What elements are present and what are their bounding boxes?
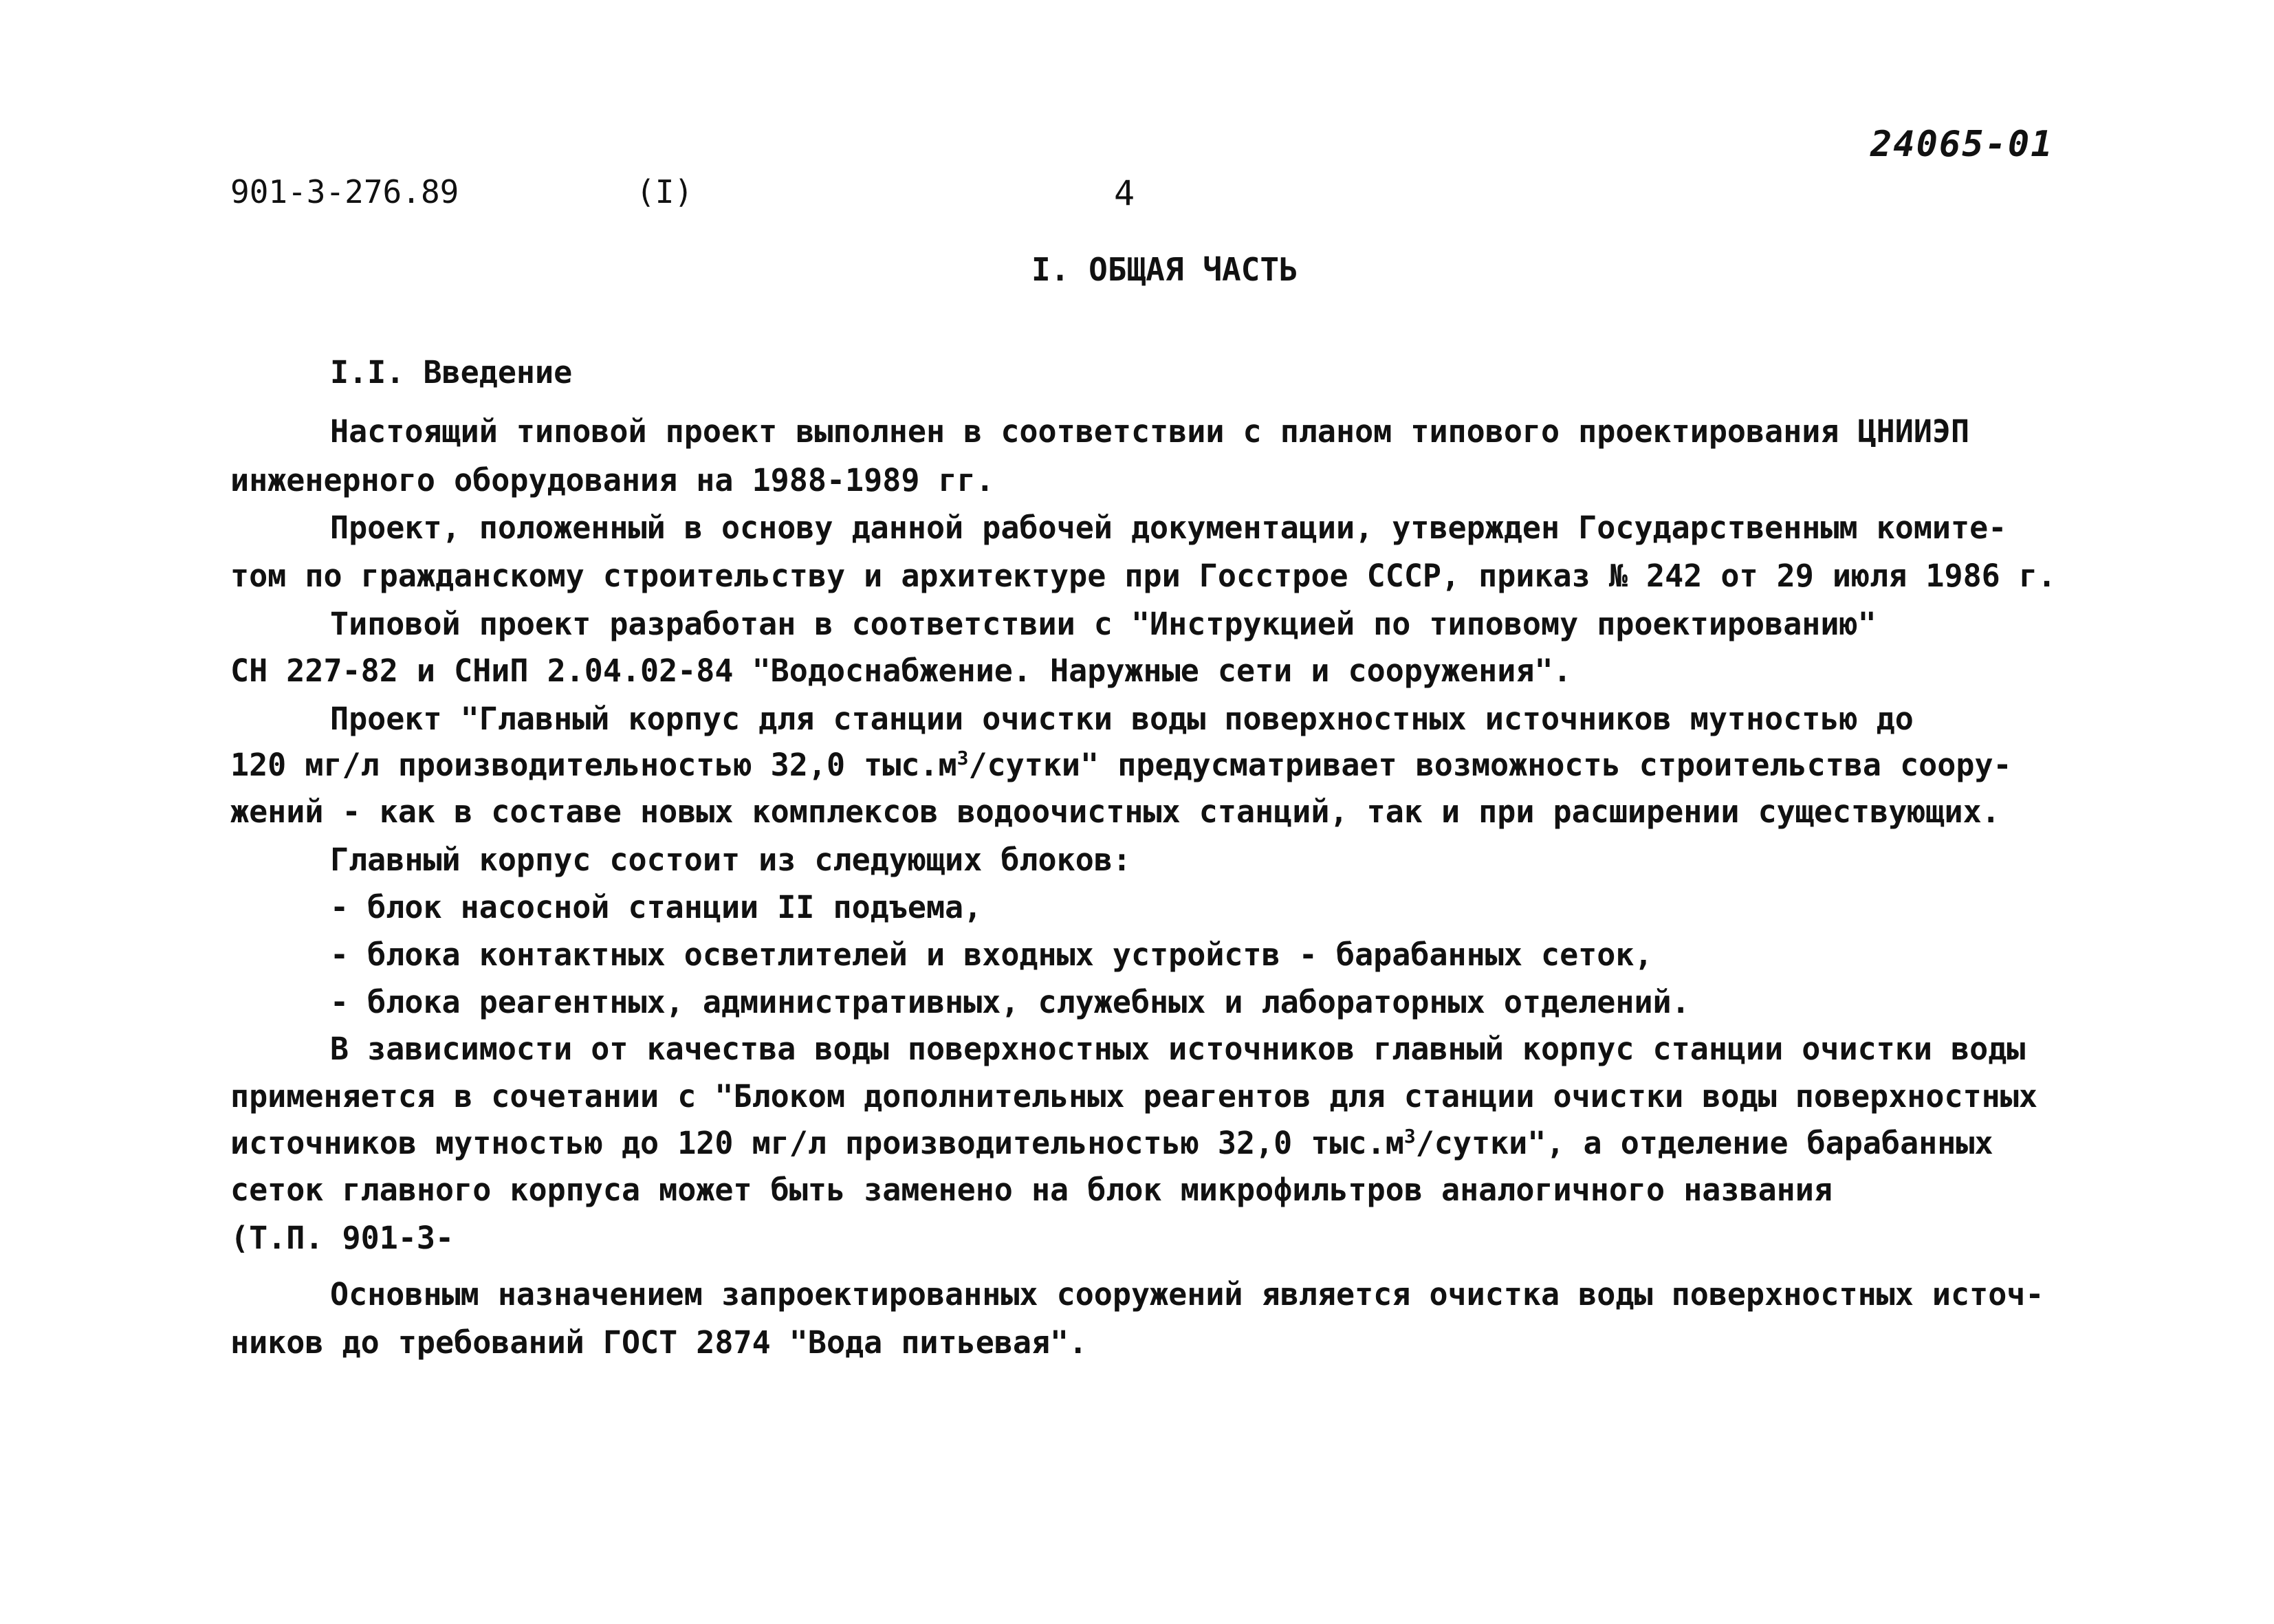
page-number: 4 <box>1114 173 1135 213</box>
text-line: сеток главного корпуса может быть заменено на блок микрофильтров аналогичного названия <box>230 1172 1833 1208</box>
text-segment: источников мутностью до 120 мг/л производительностью 32,0 тыс.м <box>230 1125 1404 1161</box>
text-segment: /сутки", а отделение барабанных <box>1415 1125 1993 1161</box>
text-line: жений - как в составе новых комплексов водоочистных станций, так и при расширении существующих. <box>230 793 2000 830</box>
text-line: Настоящий типовой проект выполнен в соответствии с планом типового проектирования ЦНИИЭП <box>330 413 1970 450</box>
text-line: В зависимости от качества воды поверхностных источников главный корпус станции очистки воды <box>330 1031 2026 1067</box>
text-line: Главный корпус состоит из следующих блоков: <box>330 842 1131 878</box>
archive-number: 24065-01 <box>1870 124 2054 165</box>
subsection-title: I.I. Введение <box>330 354 573 391</box>
text-line <box>230 747 2012 783</box>
text-line: Типовой проект разработан в соответствии с "Инструкцией по типовому проектированию" <box>330 606 1877 642</box>
text-line: СН 227-82 и СНиП 2.04.02-84 "Водоснабжение. Наружные сети и сооружения". <box>230 652 1572 689</box>
list-item: - блока контактных осветлителей и входных устройств - барабанных сеток, <box>330 936 1653 973</box>
superscript: 3 <box>956 747 969 769</box>
text-line: применяется в сочетании с "Блоком дополнительных реагентов для станции очистки воды поверхностных <box>230 1078 2037 1115</box>
text-line: том по гражданскому строительству и архитектуре при Госстрое СССР, приказ № 242 от 29 июля 1986 г. <box>230 558 2057 594</box>
text-line: (Т.П. 901-3- <box>230 1220 455 1256</box>
document-part: (I) <box>636 173 694 210</box>
text-segment: 120 мг/л производительностью 32,0 тыс.м <box>230 747 957 783</box>
document-code: 901-3-276.89 <box>230 173 459 210</box>
text-line: ников до требований ГОСТ 2874 "Вода питьевая". <box>230 1324 1088 1361</box>
section-title: I. ОБЩАЯ ЧАСТЬ <box>1031 251 1298 288</box>
text-line: Основным назначением запроектированных сооружений является очистка воды поверхностных источ- <box>330 1276 2044 1313</box>
text-line: Проект, положенный в основу данной рабочей документации, утвержден Государственным комите- <box>330 509 2007 546</box>
list-item: - блока реагентных, административных, служебных и лабораторных отделений. <box>330 984 1690 1020</box>
text-line: Проект "Главный корпус для станции очистки воды поверхностных источников мутностью до <box>330 701 1914 737</box>
text-line: инженерного оборудования на 1988-1989 гг. <box>230 462 994 498</box>
list-item: - блок насосной станции II подъема, <box>330 889 983 925</box>
text-line <box>230 1125 1993 1161</box>
text-segment: /сутки" предусматривает возможность строительства соору- <box>968 747 2012 783</box>
superscript: 3 <box>1403 1125 1416 1148</box>
